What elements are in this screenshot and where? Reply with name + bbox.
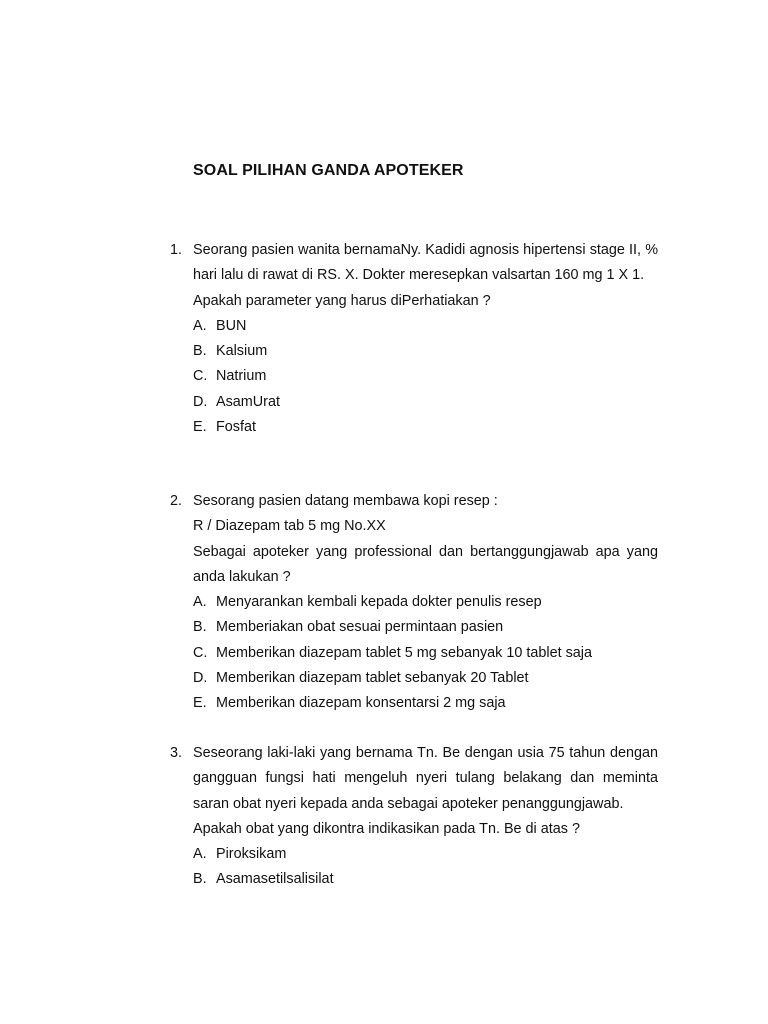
document-title: SOAL PILIHAN GANDA APOTEKER bbox=[193, 162, 464, 179]
question-number: 2. bbox=[170, 493, 183, 509]
option-letter: D. bbox=[193, 393, 208, 410]
question-3 bbox=[170, 741, 660, 893]
question-body bbox=[193, 238, 658, 440]
option-a bbox=[193, 842, 658, 867]
option-text: AsamUrat bbox=[216, 393, 280, 410]
option-text: Fosfat bbox=[216, 419, 256, 436]
option-text: Natrium bbox=[216, 368, 267, 385]
question-2 bbox=[170, 489, 660, 717]
option-text: Kalsium bbox=[216, 343, 268, 360]
option-letter: A. bbox=[193, 594, 207, 611]
option-e bbox=[193, 415, 658, 440]
option-letter: C. bbox=[193, 644, 208, 661]
option-text: BUN bbox=[216, 317, 247, 334]
option-letter: B. bbox=[193, 871, 207, 888]
question-body bbox=[193, 741, 658, 893]
option-c bbox=[193, 641, 658, 666]
option-d bbox=[193, 666, 658, 691]
answer-options bbox=[193, 314, 658, 440]
option-b bbox=[193, 867, 658, 892]
question-prompt: Apakah parameter yang harus diPerhatiakan ? bbox=[193, 292, 491, 309]
question-text: Seorang pasien wanita bernamaNy. Kadidi agnosis hipertensi stage II, % hari lalu di rawat di RS. X. Dokter meresepkan valsartan 160 mg 1 X 1. bbox=[193, 242, 658, 284]
question-text: Sesorang pasien datang membawa kopi resep : bbox=[193, 493, 498, 509]
question-prompt: Apakah obat yang dikontra indikasikan pada Tn. Be di atas ? bbox=[193, 820, 580, 837]
option-letter: B. bbox=[193, 343, 207, 360]
option-letter: B. bbox=[193, 619, 207, 636]
option-a bbox=[193, 590, 658, 615]
option-d bbox=[193, 390, 658, 415]
question-number: 3. bbox=[170, 745, 183, 761]
option-text: Piroksikam bbox=[216, 846, 287, 863]
question-text: Seseorang laki-laki yang bernama Tn. Be dengan usia 75 tahun dengan gangguan fungsi hati mengeluh nyeri tulang belakang dan meminta saran obat nyeri kepada anda sebagai apoteker penanggungjawab. bbox=[193, 745, 658, 812]
answer-options bbox=[193, 590, 658, 716]
question-1 bbox=[170, 238, 660, 440]
option-text: Asamasetilsalisilat bbox=[216, 871, 334, 888]
question-prompt: Sebagai apoteker yang professional dan bertanggungjawab apa yang anda lakukan ? bbox=[193, 543, 658, 585]
option-b bbox=[193, 615, 658, 640]
option-letter: D. bbox=[193, 670, 208, 687]
option-e bbox=[193, 691, 658, 716]
option-text: Memberikan diazepam konsentarsi 2 mg saja bbox=[216, 695, 506, 712]
answer-options bbox=[193, 842, 658, 893]
option-text: Menyarankan kembali kepada dokter penulis resep bbox=[216, 594, 542, 611]
option-a bbox=[193, 314, 658, 339]
option-b bbox=[193, 339, 658, 364]
option-text: Memberikan diazepam tablet sebanyak 20 Tablet bbox=[216, 670, 529, 687]
prescription-line: R / Diazepam tab 5 mg No.XX bbox=[193, 518, 386, 535]
question-number: 1. bbox=[170, 242, 183, 258]
option-letter: A. bbox=[193, 317, 207, 334]
option-letter: A. bbox=[193, 846, 207, 863]
option-text: Memberikan diazepam tablet 5 mg sebanyak 10 tablet saja bbox=[216, 644, 592, 661]
question-body bbox=[193, 489, 658, 717]
option-c bbox=[193, 364, 658, 389]
option-letter: E. bbox=[193, 419, 207, 436]
option-letter: E. bbox=[193, 695, 207, 712]
option-letter: C. bbox=[193, 368, 208, 385]
option-text: Memberiakan obat sesuai permintaan pasien bbox=[216, 619, 504, 636]
